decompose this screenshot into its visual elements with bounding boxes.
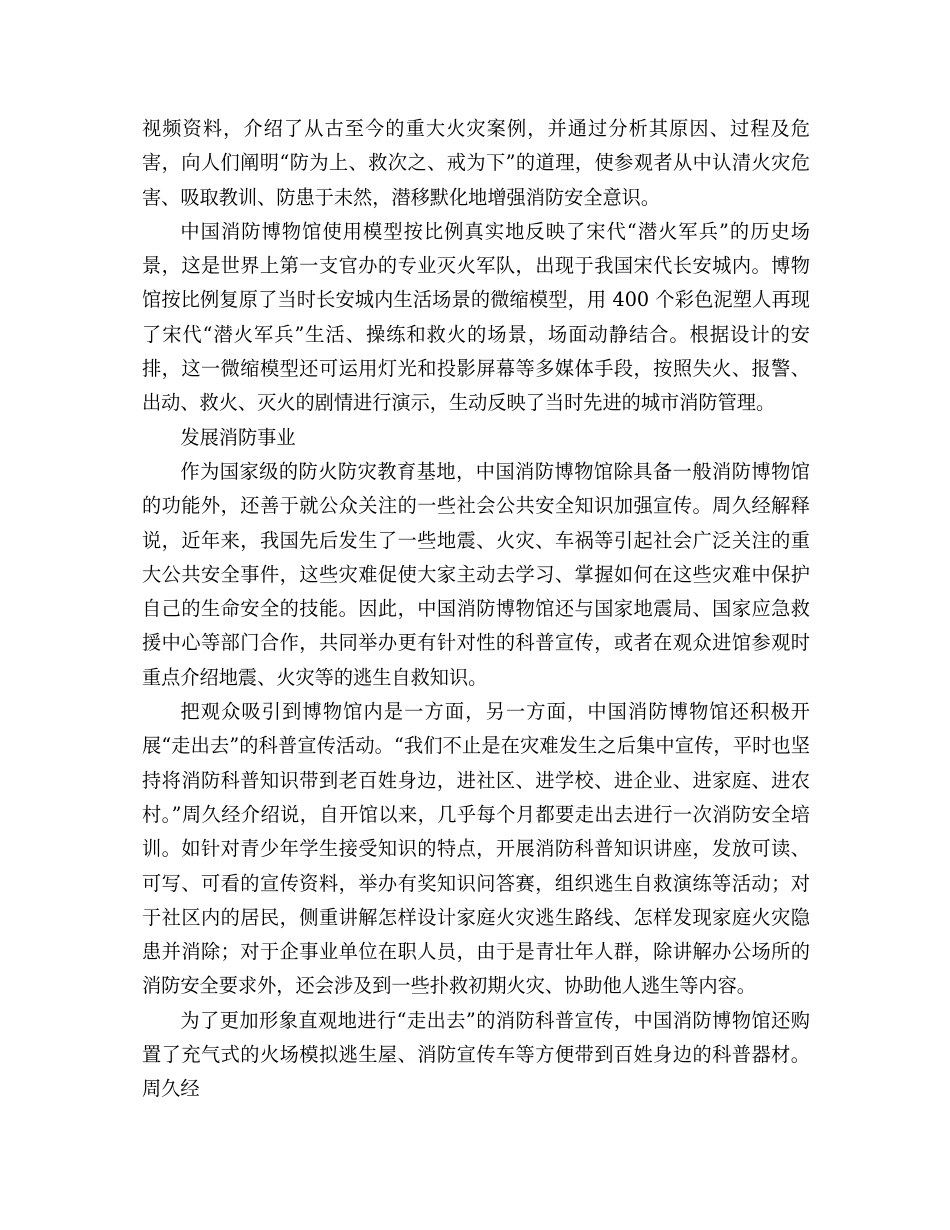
body-text — [142, 112, 810, 1107]
paragraph-education-base: 作为国家级的防火防灾教育基地，中国消防博物馆除具备一般消防博物馆的功能外，还善于就公众关注的一些社会公共安全知识加强宣传。周久经解释说，近年来，我国先后发生了一些地震、火灾、车祸等引起社会广泛关注的重大公共安全事件，这些灾难促使大家主动去学习、掌握如何在这些灾难中保护自己的生命安全的技能。因此，中国消防博物馆还与国家地震局、国家应急救援中心等部门合作，共同举办更有针对性的科普宣传，或者在观众进馆参观时重点介绍地震、火灾等的逃生自救知识。 — [142, 459, 810, 689]
paragraph-outreach: 把观众吸引到博物馆内是一方面，另一方面，中国消防博物馆还积极开展“走出去”的科普宣传活动。“我们不止是在灾难发生之后集中宣传，平时也坚持将消防科普知识带到老百姓身边，进社区、进学校、进企业、进家庭、进农村。”周久经介绍说，自开馆以来，几乎每个月都要走出去进行一次消防安全培训。如针对青少年学生接受知识的特点，开展消防科普知识讲座，发放可读、可写、可看的宣传资料，举办有奖知识问答赛，组织逃生自救演练等活动；对于社区内的居民，侧重讲解怎样设计家庭火灾逃生路线、怎样发现家庭火灾隐患并消除；对于企事业单位在职人员，由于是青壮年人群，除讲解办公场所的消防安全要求外，还会涉及到一些扑救初期火灾、协助他人逃生等内容。 — [142, 700, 810, 998]
paragraph-video-materials: 视频资料，介绍了从古至今的重大火灾案例，并通过分析其原因、过程及危害，向人们阐明“防为上、救次之、戒为下”的道理，使参观者从中认清火灾危害、吸取教训、防患于未然，潜移默化地增强消防安全意识。 — [142, 117, 810, 209]
section-heading: 发展消防事业 — [180, 425, 296, 449]
paragraph-equipment: 为了更加形象直观地进行“走出去”的消防科普宣传，中国消防博物馆还购置了充气式的火场模拟逃生屋、消防宣传车等方便带到百姓身边的科普器材。周久经 — [142, 1008, 810, 1101]
paragraph-song-dynasty-model: 中国消防博物馆使用模型按比例真实地反映了宋代“潜火军兵”的历史场景，这是世界上第一支官办的专业灭火军队，出现于我国宋代长安城内。博物馆按比例复原了当时长安城内生活场景的微缩模型，用 400 个彩色泥塑人再现了宋代“潜火军兵”生活、操练和救火的场景，场面动静结合。根据设计的安排，这一微缩模型还可运用灯光和投影屏幕等多媒体手段，按照失火、报警、出动、救火、灭火的剧情进行演示，生动反映了当时先进的城市消防管理。 — [142, 219, 810, 415]
